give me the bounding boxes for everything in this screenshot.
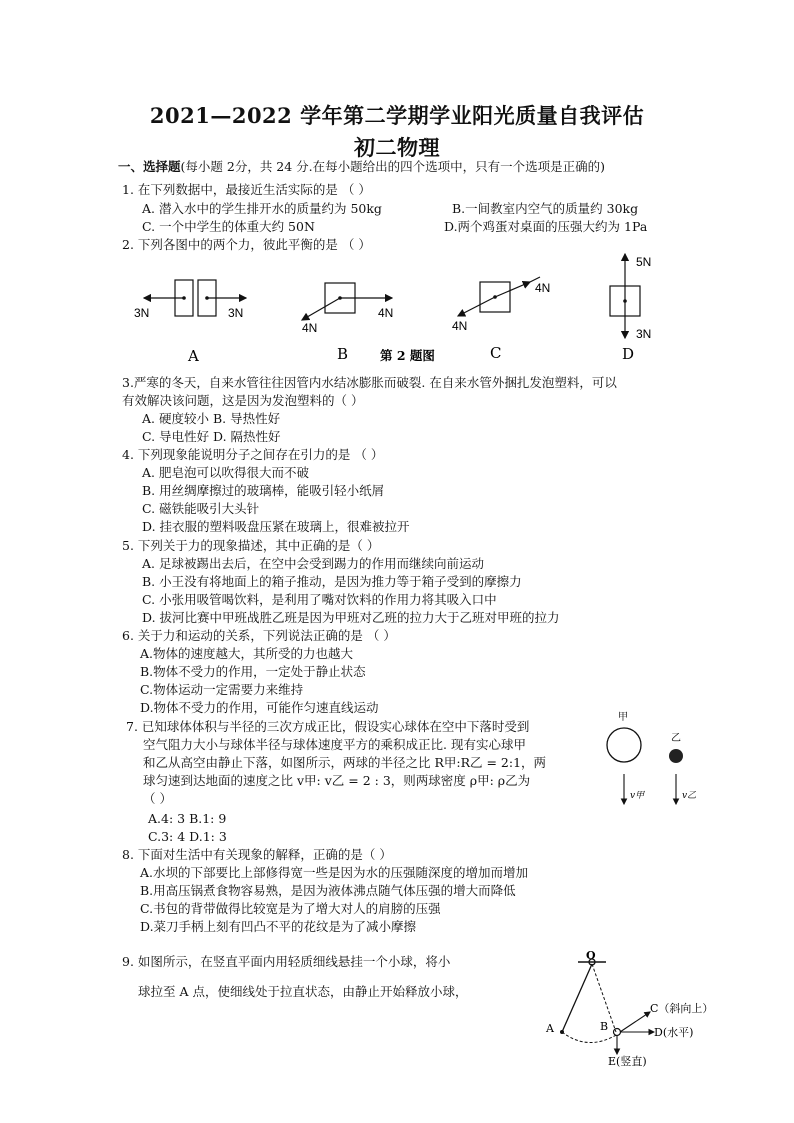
q2-c-right-force: 4N	[535, 281, 551, 295]
q2-stem: 2. 下列各图中的两个力，彼此平衡的是 （ ）	[122, 237, 371, 252]
q1-option-d: D.两个鸡蛋对桌面的压强大约为 1Pa	[444, 219, 648, 234]
q4-option-a: A. 肥皂泡可以吹得很大而不破	[142, 465, 309, 480]
q7-label-vjia: v甲	[630, 791, 645, 801]
q7-stem-line3: 和乙从高空由静止下落，如图所示，两球的半径之比 R甲:R乙 = 2:1，两	[143, 755, 547, 770]
q7-stem-line5: （ ）	[143, 791, 172, 806]
q6-option-a: A.物体的速度越大，其所受的力也越大	[140, 646, 354, 661]
q1-option-b: B.一间教室内空气的质量约 30kg	[452, 201, 639, 216]
q2-label-b: B	[337, 345, 349, 363]
q2-diagram-c	[452, 277, 550, 362]
q2-a-right-force: 3N	[228, 306, 244, 320]
q7-label-jia: 甲	[618, 712, 628, 723]
q6-stem: 6. 关于力和运动的关系，下列说法正确的是 （ ）	[122, 628, 396, 643]
q1-stem: 1. 在下列数据中，最接近生活实际的是 （ ）	[122, 182, 371, 197]
page-title: 2021—2022 学年第二学期学业阳光质量自我评估	[149, 103, 645, 128]
q6-option-b: B.物体不受力的作用，一定处于静止状态	[140, 664, 366, 679]
q4-option-c: C. 磁铁能吸引大头针	[142, 501, 260, 516]
q7-label-yi: 乙	[671, 733, 681, 744]
q9-ball	[614, 1029, 621, 1036]
q6-option-c: C.物体运动一定需要力来维持	[140, 682, 304, 697]
q3-stem-line1: 3.严寒的冬天，自来水管往往因管内水结冰膨胀而破裂. 在自来水管外捆扎发泡塑料，可以	[122, 375, 617, 390]
q9-stem-line1: 9. 如图所示，在竖直平面内用轻质细线悬挂一个小球，将小	[122, 954, 451, 969]
q9-label-o: O	[586, 949, 596, 962]
q9-label-a: A	[546, 1022, 554, 1035]
q2-c-left-force: 4N	[452, 319, 468, 333]
q3-options-ab: A. 硬度较小 B. 导热性好	[142, 411, 281, 426]
q7-label-vyi: v乙	[682, 791, 697, 801]
q7-stem-line1: 7. 已知球体体积与半径的三次方成正比，假设实心球体在空中下落时受到	[126, 719, 530, 734]
q2-diagram-a	[134, 280, 246, 365]
q1-option-a: A. 潜入水中的学生排开水的质量约为 50kg	[142, 201, 382, 216]
q5-option-c: C. 小张用吸管喝饮料，是利用了嘴对饮料的作用力将其吸入口中	[142, 592, 497, 607]
q2-d-bottom-force: 3N	[636, 327, 652, 341]
q2-b-left-force: 4N	[302, 321, 318, 335]
q8-stem: 8. 下面对生活中有关现象的解释，正确的是（ ）	[122, 847, 392, 862]
q9-label-e: E(竖直)	[608, 1055, 647, 1068]
q9-string-a	[562, 964, 592, 1032]
q7-figure	[600, 708, 700, 808]
q3-stem-line2: 有效解决该问题，这是因为发泡塑料的（ ）	[122, 393, 364, 408]
q2-figure	[120, 250, 680, 370]
q4-stem: 4. 下列现象能说明分子之间存在引力的是 （ ）	[122, 447, 384, 462]
section-heading	[118, 158, 605, 175]
q6-option-d: D.物体不受力的作用，可能作匀速直线运动	[140, 700, 379, 715]
q9-stem-line2: 球拉至 A 点，使细线处于拉直状态，由静止开始释放小球，	[138, 984, 468, 999]
q7-options-ab: A.4: 3 B.1: 9	[148, 811, 227, 826]
section-title: 一、选择题	[118, 159, 181, 174]
q4-option-d: D. 挂衣服的塑料吸盘压紧在玻璃上，很难被拉开	[142, 519, 410, 534]
q8-option-a: A.水坝的下部要比上部修得宽一些是因为水的压强随深度的增加而增加	[140, 865, 529, 880]
q7-stem-line2: 空气阻力大小与球体半径与球体速度平方的乘积成正比. 现有实心球甲	[143, 737, 526, 752]
q5-option-d: D. 拔河比赛中甲班战胜乙班是因为甲班对乙班的拉力大于乙班对甲班的拉力	[142, 610, 560, 625]
q1-option-c: C. 一个中学生的体重大约 50N	[142, 219, 315, 234]
q2-b-right-force: 4N	[378, 306, 394, 320]
section-instruction: (每小题 2分，共 24 分.在每小题给出的四个选项中，只有一个选项是正确的)	[180, 159, 606, 174]
q8-option-c: C.书包的背带做得比较宽是为了增大对人的肩膀的压强	[140, 901, 441, 916]
q8-option-d: D.菜刀手柄上刻有凹凸不平的花纹是为了减小摩擦	[140, 919, 417, 934]
q4-option-b: B. 用丝绸摩擦过的玻璃棒，能吸引轻小纸屑	[142, 483, 385, 498]
q9-label-b: B	[600, 1020, 609, 1033]
q3-options-cd: C. 导电性好 D. 隔热性好	[142, 429, 281, 444]
q5-option-a: A. 足球被踢出去后，在空中会受到踢力的作用而继续向前运动	[142, 556, 484, 571]
q2-label-c: C	[490, 344, 502, 362]
q2-figure-caption: 第 2 题图	[380, 348, 435, 363]
q2-d-top-force: 5N	[636, 255, 652, 269]
q5-stem: 5. 下列关于力的现象描述，其中正确的是（ ）	[122, 538, 380, 553]
q2-label-d: D	[622, 345, 635, 363]
q5-option-b: B. 小王没有将地面上的箱子推动，是因为推力等于箱子受到的摩擦力	[142, 574, 522, 589]
q7-options-cd: C.3: 4 D.1: 3	[148, 829, 227, 844]
q9-label-c: C（斜向上）	[650, 1002, 714, 1015]
q8-option-b: B.用高压锅煮食物容易熟，是因为液体沸点随气体压强的增大而降低	[140, 883, 516, 898]
q7-ball-jia	[607, 728, 641, 762]
q2-a-left-force: 3N	[134, 306, 150, 320]
q9-figure	[540, 948, 720, 1068]
q9-arc	[562, 1032, 618, 1043]
page-subtitle: 初二物理	[354, 135, 440, 160]
q2-label-a: A	[188, 347, 199, 365]
q9-label-d: D(水平)	[654, 1026, 694, 1039]
q7-stem-line4: 球匀速到达地面的速度之比 v甲: v乙 = 2 : 3，则两球密度 ρ甲: ρ乙为	[143, 773, 531, 788]
q2-diagram-d	[610, 254, 651, 363]
q7-ball-yi	[669, 749, 683, 763]
